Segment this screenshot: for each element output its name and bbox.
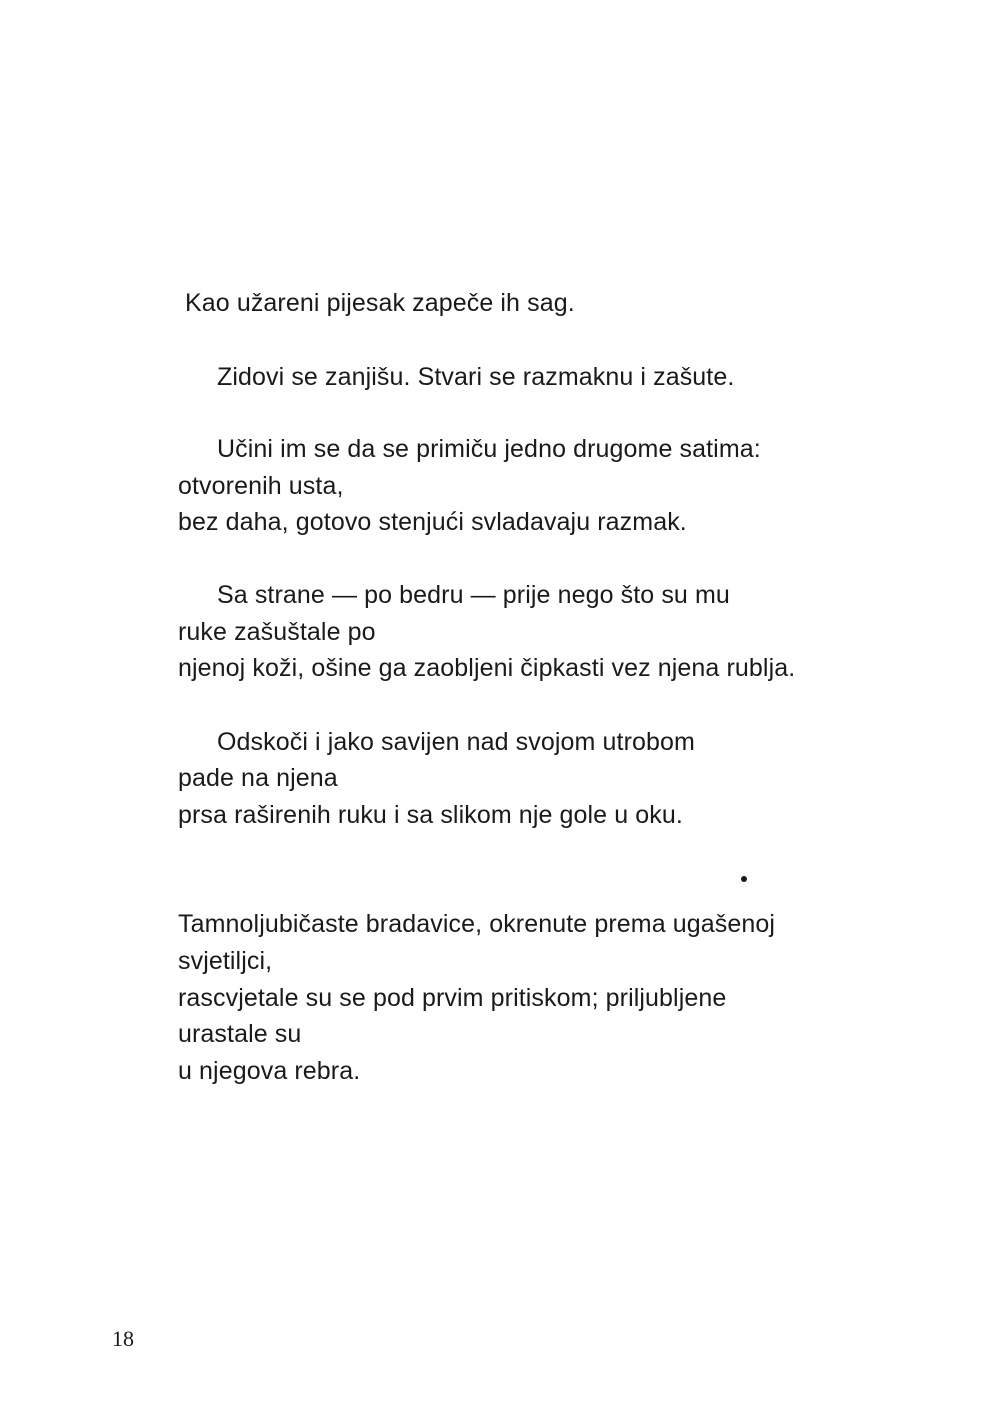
paragraph-6-line-3: rascvjetale su se pod prvim pritiskom; priljubljene — [178, 984, 727, 1012]
paragraph-4-line-1: Sa strane — po bedru — prije nego što su mu — [217, 581, 730, 609]
paragraph-3-line-3: bez daha, gotovo stenjući svladavaju razmak. — [178, 508, 687, 536]
paragraph-5-line-1: Odskoči i jako savijen nad svojom utrobom — [217, 728, 695, 756]
paragraph-6-line-1: Tamnoljubičaste bradavice, okrenute prema ugašenoj — [178, 910, 776, 938]
paragraph-4-line-2: ruke zašuštale po — [178, 618, 376, 646]
paragraph-5-line-2: pade na njena — [178, 764, 338, 792]
paragraph-3-line-1: Učini im se da se primiču jedno drugome satima: — [217, 435, 761, 463]
section-dot — [741, 876, 747, 882]
paragraph-2-line-1: Zidovi se zanjišu. Stvari se razmaknu i zašute. — [217, 363, 735, 391]
paragraph-5-line-3: prsa raširenih ruku i sa slikom nje gole u oku. — [178, 801, 683, 829]
paragraph-6-line-5: u njegova rebra. — [178, 1057, 361, 1085]
paragraph-4-line-3: njenoj koži, ošine ga zaobljeni čipkasti vez njena rublja. — [178, 654, 796, 682]
page-number: 18 — [112, 1326, 134, 1351]
paragraph-3-line-2: otvorenih usta, — [178, 472, 344, 500]
paragraph-6-line-4: urastale su — [178, 1020, 302, 1048]
paragraph-6-line-2: svjetiljci, — [178, 947, 273, 975]
paragraph-1-line-1: Kao užareni pijesak zapeče ih sag. — [185, 289, 575, 317]
